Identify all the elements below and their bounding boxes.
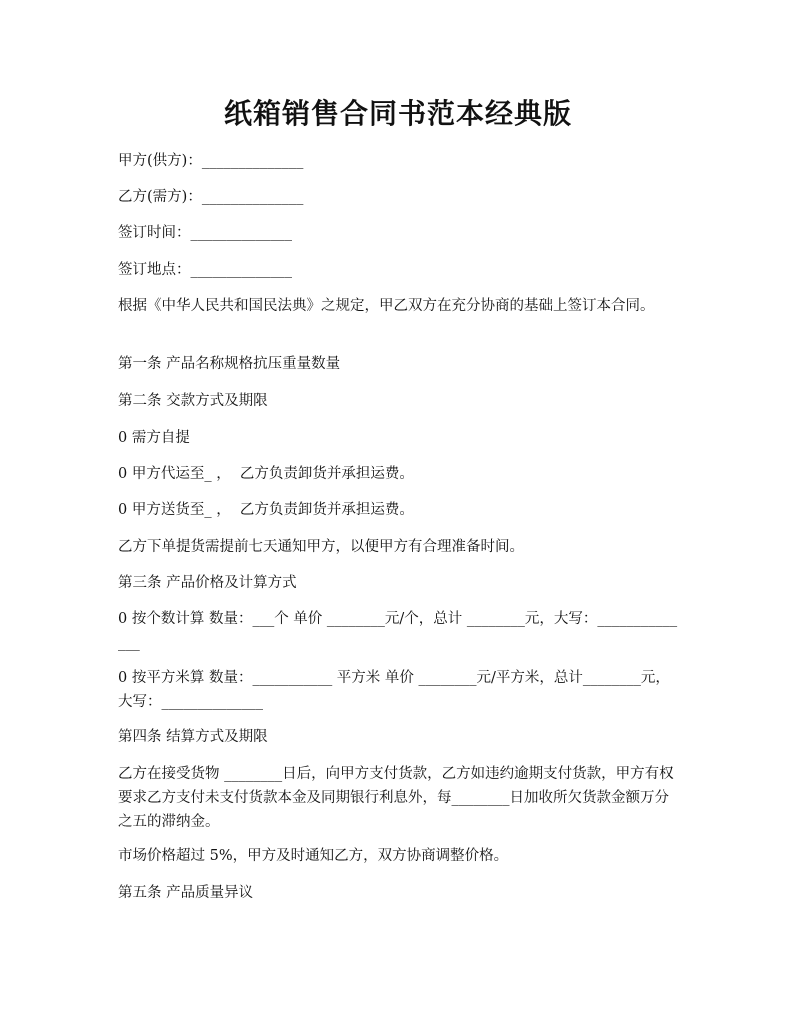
- article-1-heading: 第一条 产品名称规格抗压重量数量: [118, 356, 341, 372]
- sign-date-line: 签订时间：______________: [118, 225, 292, 241]
- document-title: 纸箱销售合同书范本经典版: [223, 97, 572, 130]
- article-4-heading: 第四条 结算方式及期限: [118, 729, 268, 745]
- party-a-line: 甲方(供方)：______________: [118, 153, 304, 169]
- preamble-paragraph: 根据《中华人民共和国民法典》之规定，甲乙双方在充分协商的基础上签订本合同。: [118, 298, 655, 314]
- notice-paragraph: 乙方下单提货需提前七天通知甲方，以便甲方有合理准备时间。: [118, 539, 524, 555]
- sign-place-line: 签订地点：______________: [118, 262, 292, 278]
- settlement-paragraph: 乙方在接受货物 ________日后，向甲方支付货款，乙方如违约逾期支付货款，甲方有权要求乙方支付未支付货款本金及同期银行利息外，每________日加收所欠货款金额万分之五的滞纳金。: [118, 766, 674, 830]
- option-transport: 0 甲方代运至_ ， 乙方负责卸货并承担运费。: [118, 466, 414, 482]
- option-delivery: 0 甲方送货至_ ， 乙方负责卸货并承担运费。: [118, 502, 414, 518]
- article-2-heading: 第二条 交款方式及期限: [118, 393, 268, 409]
- party-b-line: 乙方(需方)：______________: [118, 189, 304, 205]
- article-3-heading: 第三条 产品价格及计算方式: [118, 575, 297, 591]
- option-self-pickup: 0 需方自提: [118, 430, 190, 446]
- price-by-count: 0 按个数计算 数量：___个 单价 ________元/个，总计 ________元，大写：______________: [118, 611, 678, 651]
- price-adjust-paragraph: 市场价格超过 5%，甲方及时通知乙方，双方协商调整价格。: [118, 848, 509, 864]
- article-5-heading: 第五条 产品质量异议: [118, 885, 254, 901]
- price-by-area: 0 按平方米算 数量：___________ 平方米 单价 ________元/平方米，总计________元，大写：______________: [118, 670, 670, 710]
